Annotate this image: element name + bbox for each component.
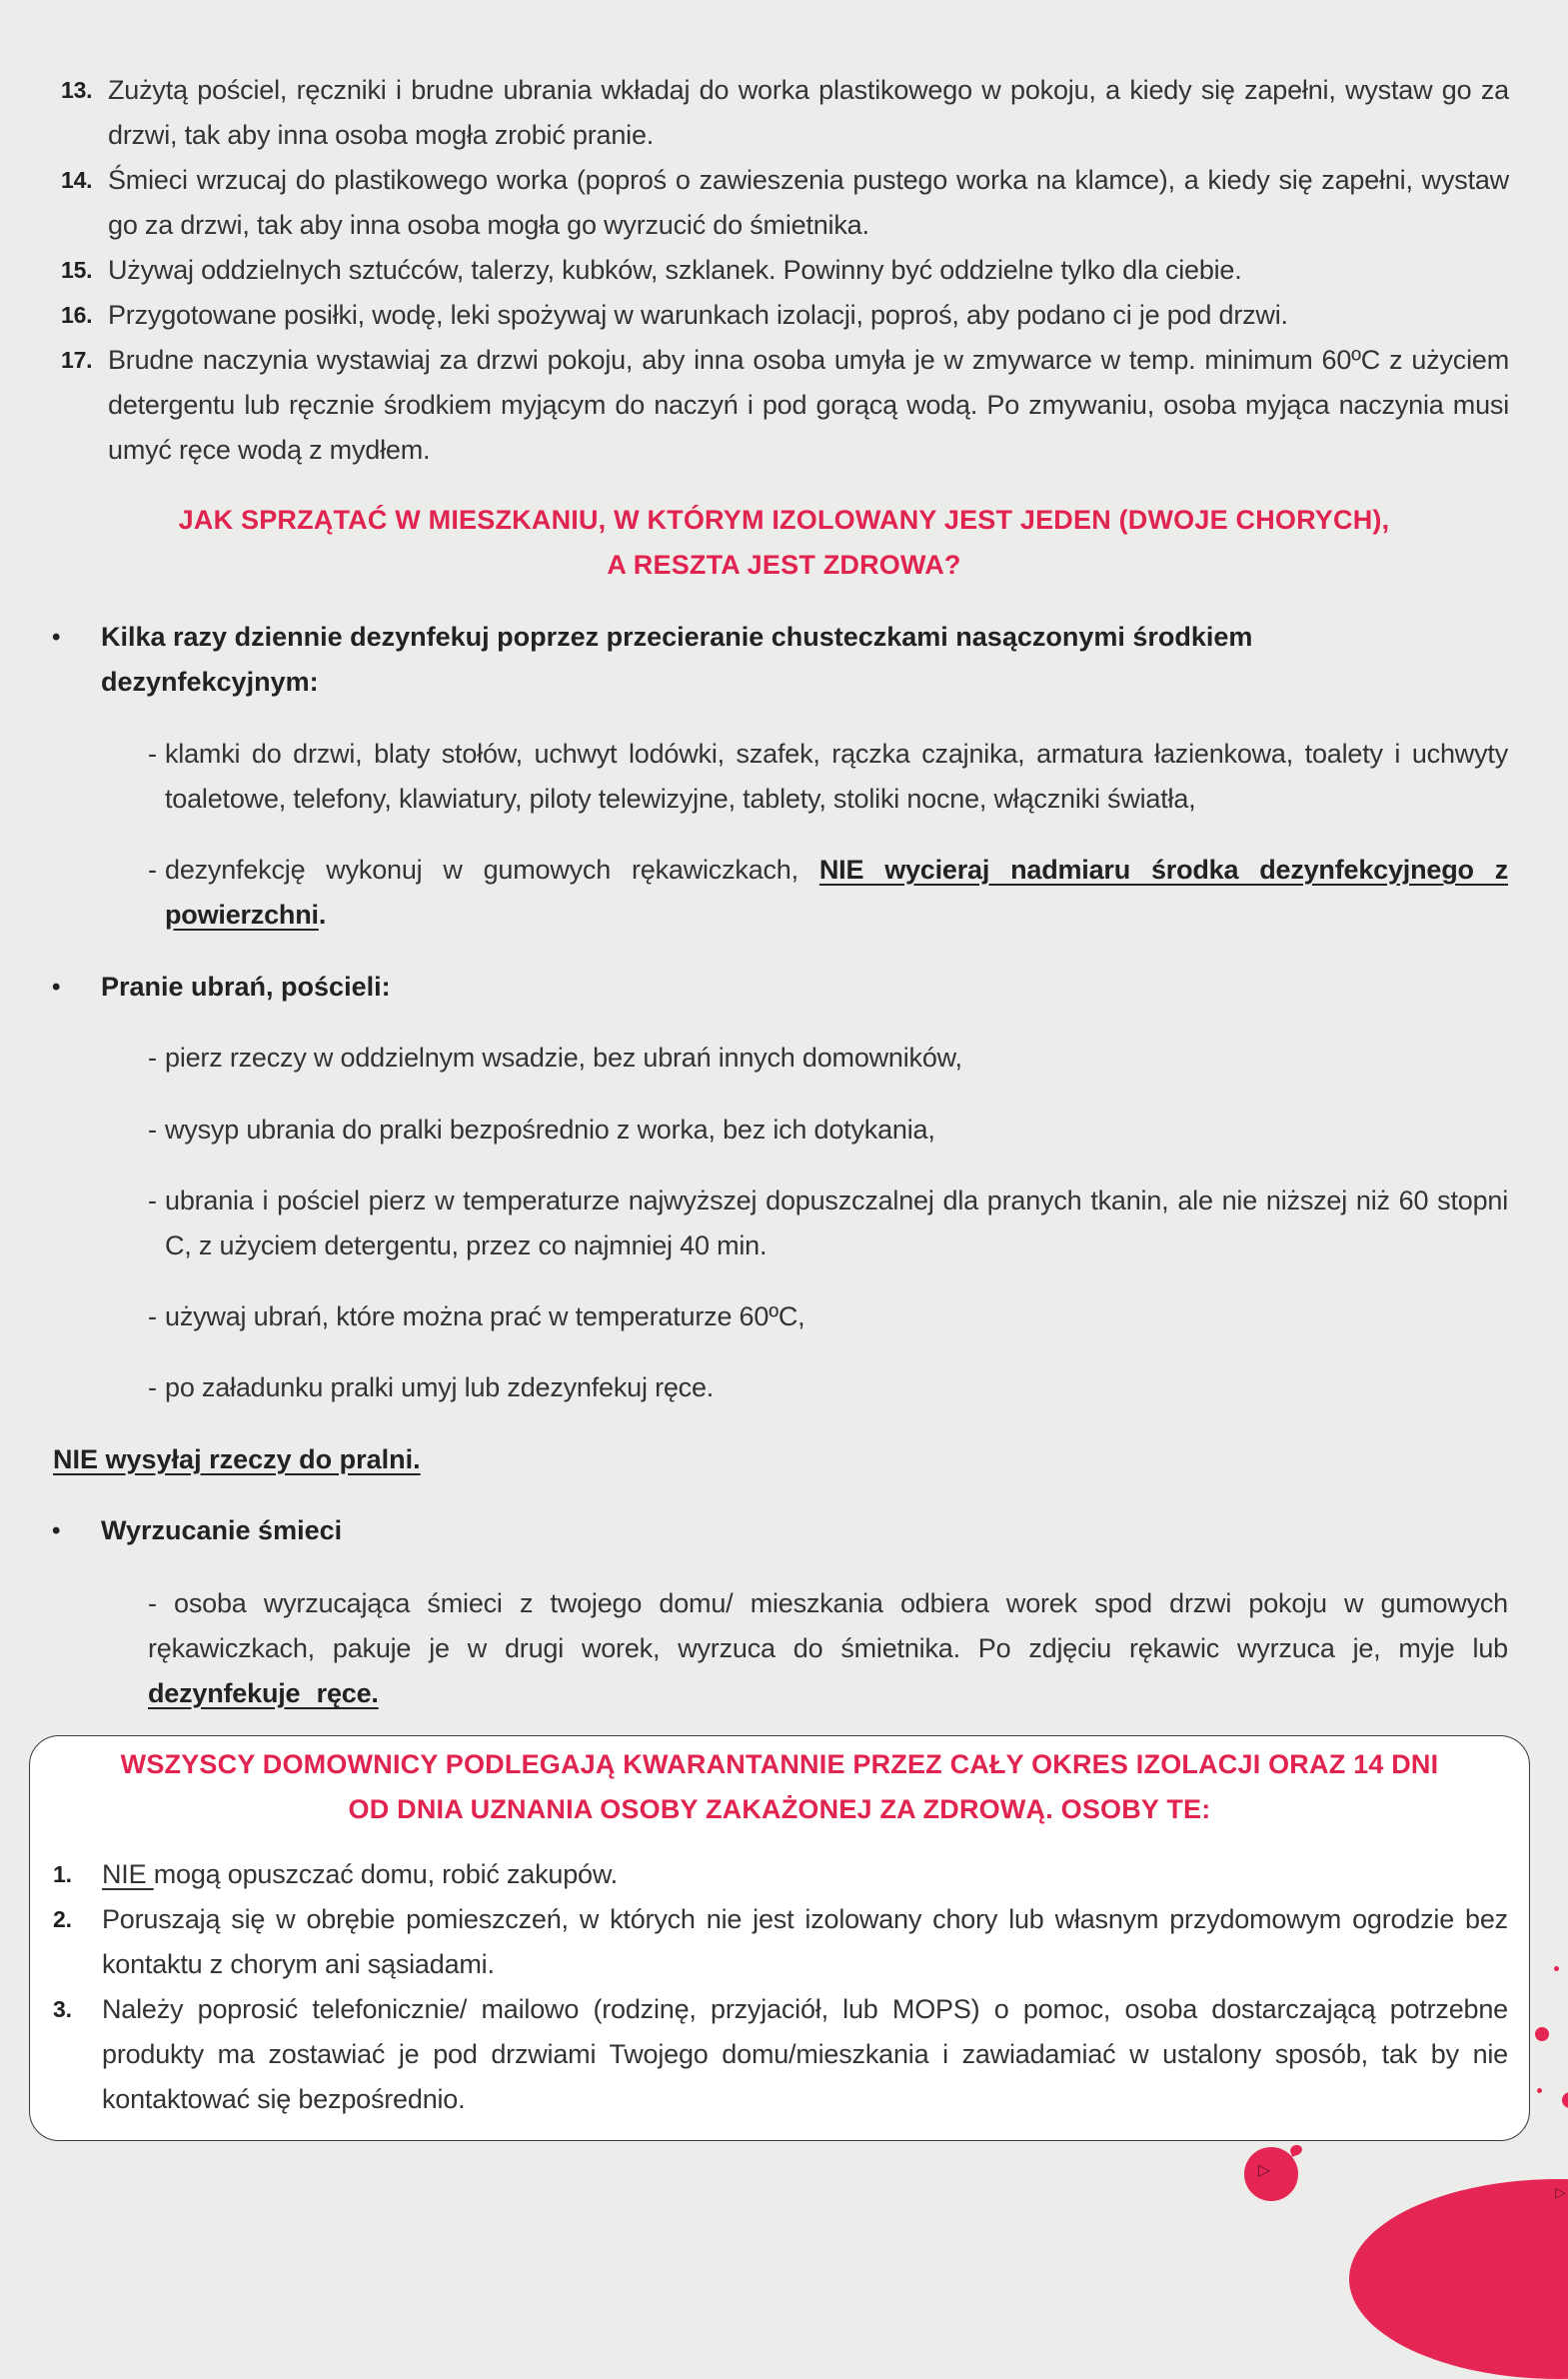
decorative-dot (1537, 2088, 1542, 2093)
item-text: wysyp ubrania do pralki bezpośrednio z worka, bez ich dotykania, (165, 1115, 935, 1145)
dash-marker: - (148, 1043, 157, 1073)
item-text (148, 1581, 1508, 1716)
bullet-icon: • (52, 624, 61, 651)
item-text: ubrania i pościel pierz w temperaturze najwyższej dopuszczalnej dla pranych tkanin, ale nie niższej niż 60 stopni C, z użyciem detergentu, przez co najmniej 40 min. (165, 1186, 1508, 1260)
dash-marker: - (148, 739, 157, 769)
list-item-number: 13. (61, 77, 93, 103)
bullet-icon: • (52, 1517, 61, 1544)
laundry-warning: NIE wysyłaj rzeczy do pralni. (53, 1444, 421, 1474)
laundry-item (148, 1036, 1508, 1081)
list-item-text: Należy poprosić telefonicznie/ mailowo (rodzinę, przyjaciół, lub MOPS) o pomoc, osoba dostarczającą potrzebne produkty ma zostawiać je pod drzwiami Twojego domu/mieszkania i zawiadamiać w ustalony sposób, tak by nie kontaktować się bezpośrednio. (102, 1994, 1508, 2114)
laundry-item (148, 1365, 1508, 1410)
disinfection-item (148, 848, 1508, 938)
list-item-text: mogą opuszczać domu, robić zakupów. (153, 1859, 618, 1889)
list-item (58, 338, 1509, 473)
item-text: po załadunku pralki umyj lub zdezynfekuj ręce. (165, 1372, 715, 1402)
quarantine-heading-line: OD DNIA UZNANIA OSOBY ZAKAŻONEJ ZA ZDROWĄ. OSOBY TE: (348, 1794, 1211, 1824)
decorative-dot (1554, 1966, 1559, 1971)
dash-marker: - (148, 1115, 157, 1145)
play-icon: ▷ (1258, 2162, 1271, 2179)
play-icon: ▷ (1555, 2184, 1566, 2200)
item-text-plain: dezynfekcję wykonuj w gumowych rękawiczkach, (165, 855, 819, 885)
laundry-item (148, 1179, 1508, 1268)
trash-bullet (52, 1508, 1400, 1553)
disinfection-bullet (52, 615, 1420, 705)
bullet-icon: • (52, 974, 61, 1001)
item-text: pierz rzeczy w oddzielnym wsadzie, bez ubrań innych domowników, (165, 1043, 962, 1073)
list-item-text: Używaj oddzielnych sztućców, talerzy, kubków, szklanek. Powinny być oddzielne tylko dla ciebie. (108, 255, 1242, 285)
quarantine-box (29, 1735, 1530, 2141)
list-item-number: 2. (53, 1906, 72, 1932)
quarantine-rules-list (53, 1852, 1508, 2122)
laundry-bullet (52, 965, 1400, 1010)
bullet-title: Kilka razy dziennie dezynfekuj poprzez przecieranie chusteczkami nasączonymi środkiem dezynfekcyjnym: (101, 622, 1253, 697)
list-item (58, 158, 1509, 248)
list-item-number: 17. (61, 347, 93, 373)
list-item (58, 293, 1509, 338)
list-item-emphasis: NIE (102, 1859, 154, 1889)
item-text: klamki do drzwi, blaty stołów, uchwyt lodówki, szafek, rączka czajnika, armatura łazienkowa, toalety i uchwyty toaletowe, telefony, klawiatury, piloty telewizyjne, tablety, stoliki nocne, włączniki światła, (165, 739, 1508, 814)
quarantine-heading (30, 1742, 1529, 1832)
list-item-text: Brudne naczynia wystawiaj za drzwi pokoju, aby inna osoba umyła je w zmywarce w temp. minimum 60ºC z użyciem detergentu lub ręcznie środkiem myjącym do naczyń i pod gorącą wodą. Po zmywaniu, osoba myjąca naczynia musi umyć ręce wodą z mydłem. (108, 345, 1509, 465)
item-text-emphasis: dezynfekuje ręce. (148, 1678, 379, 1708)
dash-marker: - (148, 855, 157, 885)
list-item-number: 16. (61, 302, 93, 328)
list-item-number: 15. (61, 257, 93, 283)
list-item-text: Zużytą pościel, ręczniki i brudne ubrania wkładaj do worka plastikowego w pokoju, a kiedy się zapełni, wystaw go za drzwi, tak aby inna osoba mogła zrobić pranie. (108, 75, 1509, 150)
list-item (53, 1897, 1508, 1987)
hygiene-rules-list (58, 68, 1509, 473)
list-item-text: Przygotowane posiłki, wodę, leki spożywaj w warunkach izolacji, poproś, aby podano ci je pod drzwi. (108, 300, 1288, 330)
decorative-blob (1349, 2179, 1568, 2379)
dash-marker: - (148, 1372, 157, 1402)
section-heading (0, 498, 1568, 588)
laundry-item (148, 1294, 1508, 1339)
decorative-dot (1562, 2092, 1568, 2108)
item-text-emphasis: NIE wycieraj nadmiaru środka dezynfekcyjnego z powierzchni (165, 855, 1508, 930)
speech-bubble-icon (1244, 2147, 1298, 2201)
item-text-after: . (318, 900, 327, 930)
list-item (53, 1852, 1508, 1897)
bullet-title: Pranie ubrań, pościeli: (101, 972, 391, 1002)
decorative-dot (1535, 2027, 1549, 2041)
item-text (148, 848, 1508, 938)
item-text-plain: - osoba wyrzucająca śmieci z twojego domu/ mieszkania odbiera worek spod drzwi pokoju w gumowych rękawiczkach, pakuje je w drugi worek, wyrzuca do śmietnika. Po zdjęciu rękawic wyrzuca je, myje lub (148, 1588, 1508, 1663)
list-item (58, 68, 1509, 158)
list-item (58, 248, 1509, 293)
list-item-text: Śmieci wrzucaj do plastikowego worka (poproś o zawieszenia pustego worka na klamce), a kiedy się zapełni, wystaw go za drzwi, tak aby inna osoba mogła go wyrzucić do śmietnika. (108, 165, 1509, 240)
disinfection-item (148, 732, 1508, 822)
dash-marker: - (148, 1301, 157, 1331)
section-heading-line: JAK SPRZĄTAĆ W MIESZKANIU, W KTÓRYM IZOLOWANY JEST JEDEN (DWOJE CHORYCH), (178, 505, 1390, 535)
section-heading-line: A RESZTA JEST ZDROWA? (607, 550, 961, 580)
trash-item (148, 1581, 1508, 1716)
quarantine-heading-line: WSZYSCY DOMOWNICY PODLEGAJĄ KWARANTANNIE PRZEZ CAŁY OKRES IZOLACJI ORAZ 14 DNI (120, 1749, 1439, 1779)
laundry-item (148, 1108, 1508, 1153)
list-item-text: Poruszają się w obrębie pomieszczeń, w których nie jest izolowany chory lub własnym przydomowym ogrodzie bez kontaktu z chorym ani sąsiadami. (102, 1904, 1508, 1979)
bullet-title: Wyrzucanie śmieci (101, 1515, 343, 1545)
list-item-number: 3. (53, 1996, 72, 2022)
list-item-number: 14. (61, 167, 93, 193)
dash-marker: - (148, 1186, 157, 1215)
item-text: używaj ubrań, które można prać w temperaturze 60ºC, (165, 1301, 805, 1331)
list-item-number: 1. (53, 1861, 72, 1887)
list-item (53, 1987, 1508, 2122)
